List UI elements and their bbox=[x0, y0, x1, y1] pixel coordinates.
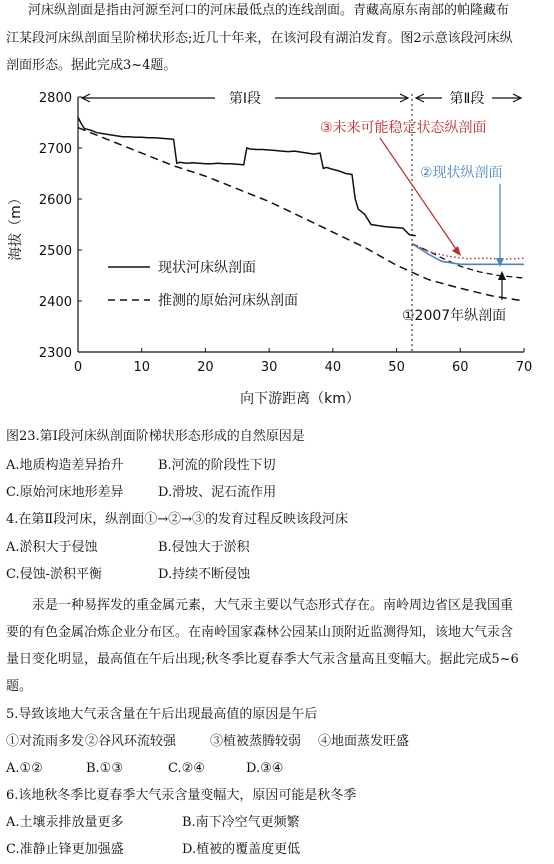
annotation-future-arrowhead bbox=[452, 246, 461, 256]
y-tick-label: 2700 bbox=[38, 142, 72, 157]
x-tick-label: 40 bbox=[324, 360, 342, 375]
y-tick-label: 2300 bbox=[38, 346, 72, 361]
q5-statement-3: ③植被蒸腾较弱 bbox=[210, 734, 302, 749]
q6-stem: 6.该地秋冬季比夏春季大气汞含量变幅大，原因可能是秋冬季 bbox=[6, 788, 357, 803]
legend-solid-label: 现状河床纵剖面 bbox=[158, 260, 256, 276]
q4-stem: 4.在第Ⅱ段河床，纵剖面①→②→③的发育过程反映该段河床 bbox=[6, 512, 349, 527]
q3-option-b[interactable]: B.河流的阶段性下切 bbox=[158, 458, 276, 473]
annotation-future-arrow bbox=[380, 138, 458, 252]
passage-line-4: 题。 bbox=[6, 679, 33, 694]
q5-statement-1: ①对流雨多发 bbox=[6, 734, 85, 749]
x-tick-label: 30 bbox=[260, 360, 278, 375]
series-line-dashed bbox=[78, 128, 524, 301]
q6-option-c[interactable]: C.准静止锋更加强盛 bbox=[6, 842, 124, 857]
intro-line-3: 剖面形态。据此完成3~4题。 bbox=[6, 58, 177, 73]
section-two-label: 第Ⅱ段 bbox=[449, 91, 485, 107]
chart-series bbox=[78, 117, 524, 301]
q4-option-c[interactable]: C.侵蚀-淤积平衡 bbox=[6, 567, 103, 582]
y-tick-label: 2600 bbox=[38, 193, 72, 208]
section-one-label: 第Ⅰ段 bbox=[228, 91, 262, 107]
passage-line-1: 汞是一种易挥发的重金属元素，大气汞主要以气态形式存在。南岭周边省区是我国重 bbox=[32, 598, 514, 613]
passage-line-3: 量日变化明显，最高值在午后出现;秋冬季比夏春季大气汞含量高且变幅大。据此完成5~6 bbox=[6, 652, 519, 667]
q5-statement-2: ②谷风环流较强 bbox=[85, 734, 177, 749]
passage-line-2: 要的有色金属冶炼企业分布区。在南岭国家森林公园某山顶附近监测得知，该地大气汞含 bbox=[6, 625, 514, 640]
y-tick-label: 2400 bbox=[38, 295, 72, 310]
y-tick-label: 2800 bbox=[38, 91, 72, 106]
intro-line-2: 江某段河床纵剖面呈阶梯状形态;近几十年来，在该河段有湖泊发育。图2示意该段河床纵 bbox=[6, 31, 513, 46]
q3-option-a[interactable]: A.地质构造差异抬升 bbox=[6, 458, 124, 473]
x-tick-label: 20 bbox=[197, 360, 214, 375]
q3-stem: 图23.第Ⅰ段河床纵剖面阶梯状形态形成的自然原因是 bbox=[6, 429, 305, 444]
q3-option-c[interactable]: C.原始河床地形差异 bbox=[6, 485, 124, 500]
x-tick-label: 10 bbox=[133, 360, 150, 375]
x-tick-label: 0 bbox=[73, 360, 83, 375]
q6-option-d[interactable]: D.植被的覆盖度更低 bbox=[182, 842, 301, 857]
intro-line-1: 河床纵剖面是指由河源至河口的河床最低点的连线剖面。青藏高原东南部的帕隆藏布 bbox=[28, 3, 510, 18]
q5-statement-4: ④地面蒸发旺盛 bbox=[318, 734, 410, 749]
series-line-current bbox=[413, 244, 525, 264]
q5-option-c[interactable]: C.②④ bbox=[168, 761, 205, 776]
q5-option-b[interactable]: B.①③ bbox=[86, 761, 123, 776]
annotation-current: ②现状纵剖面 bbox=[420, 165, 503, 181]
q5-option-a[interactable]: A.①② bbox=[6, 761, 43, 776]
q5-stem: 5.导致该地大气汞含量在午后出现最高值的原因是午后 bbox=[6, 707, 318, 722]
q4-option-b[interactable]: B.侵蚀大于淤积 bbox=[158, 540, 250, 555]
annotation-2007: ①2007年纵剖面 bbox=[402, 308, 507, 324]
q6-option-a[interactable]: A.土壤汞排放量更多 bbox=[6, 815, 124, 830]
x-axis-label: 向下游距离（km） bbox=[240, 391, 360, 407]
q4-option-a[interactable]: A.淤积大于侵蚀 bbox=[6, 540, 98, 555]
river-profile-chart bbox=[0, 82, 554, 422]
q3-option-d[interactable]: D.滑坡、泥石流作用 bbox=[158, 485, 277, 500]
q5-option-d[interactable]: D.③④ bbox=[246, 761, 284, 776]
x-tick-label: 60 bbox=[452, 360, 469, 375]
y-axis-label: 海拔（m） bbox=[8, 191, 24, 261]
annotation-current-arrowhead bbox=[496, 258, 504, 267]
x-tick-label: 70 bbox=[515, 360, 533, 375]
series-line-future bbox=[413, 244, 525, 259]
y-tick-label: 2500 bbox=[38, 244, 72, 259]
q6-option-b[interactable]: B.南下冷空气更频繁 bbox=[182, 815, 300, 830]
legend-dashed-label: 推测的原始河床纵剖面 bbox=[158, 293, 298, 309]
series-line-y2007 bbox=[413, 244, 525, 278]
x-tick-label: 50 bbox=[388, 360, 405, 375]
q4-option-d[interactable]: D.持续不断侵蚀 bbox=[158, 567, 251, 582]
annotation-future: ③未来可能稳定状态纵剖面 bbox=[320, 120, 487, 136]
